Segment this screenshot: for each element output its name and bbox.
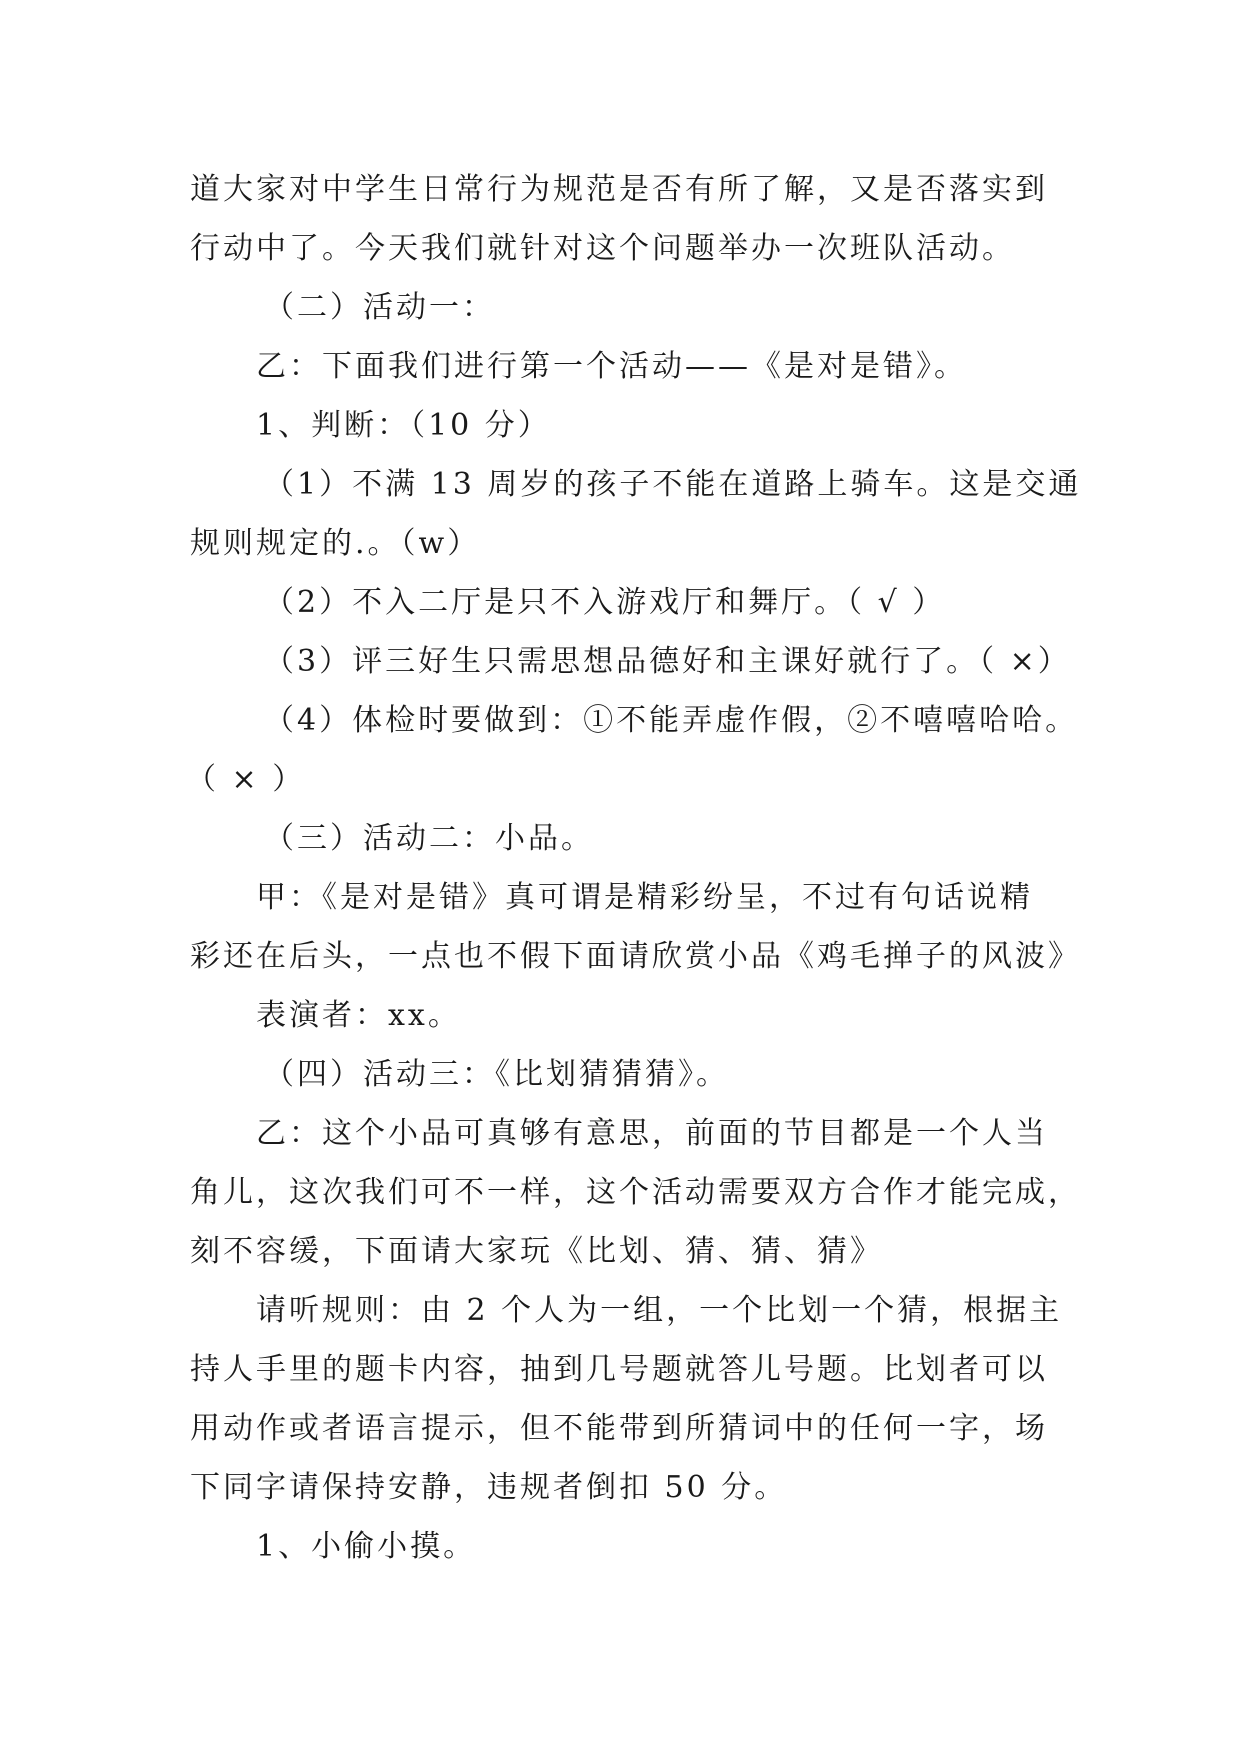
text-line: 甲：《是对是错》真可谓是精彩纷呈，不过有句话说精	[256, 880, 1033, 915]
text-line: 行动中了。今天我们就针对这个问题举办一次班队活动。	[190, 231, 1015, 266]
section-heading: （四）活动三：《比划猜猜猜》。	[264, 1057, 729, 1092]
text-line: （2）不入二厅是只不入游戏厅和舞厅。（ √ ）	[264, 585, 946, 620]
text-line: 角儿，这次我们可不一样，这个活动需要双方合作才能完成，	[190, 1175, 1081, 1210]
text-line: （4）体检时要做到：①不能弄虚作假，②不嘻嘻哈哈。	[264, 703, 1079, 738]
text-line: 1、判断：（10 分）	[256, 408, 551, 443]
text-line: 请听规则：由 2 个人为一组，一个比划一个猜，根据主	[256, 1293, 1063, 1328]
text-line: （ × ）	[186, 762, 306, 797]
section-heading: （三）活动二：小品。	[264, 821, 594, 856]
text-line: 乙：下面我们进行第一个活动——《是对是错》。	[256, 349, 967, 384]
section-heading: （二）活动一：	[264, 290, 495, 325]
text-line: 刻不容缓，下面请大家玩《比划、猜、猜、猜》	[190, 1234, 883, 1269]
text-line: （3）评三好生只需思想品德好和主课好就行了。（ ×）	[264, 644, 1071, 679]
text-line: 1、小偷小摸。	[256, 1529, 477, 1564]
text-line: 乙：这个小品可真够有意思，前面的节目都是一个人当	[256, 1116, 1048, 1151]
text-line: 道大家对中学生日常行为规范是否有所了解，又是否落实到	[190, 172, 1048, 207]
text-line: 下同字请保持安静，违规者倒扣 50 分。	[190, 1470, 788, 1505]
text-line: 持人手里的题卡内容，抽到几号题就答儿号题。比划者可以	[190, 1352, 1048, 1387]
text-line: 用动作或者语言提示，但不能带到所猜词中的任何一字，场	[190, 1411, 1048, 1446]
text-line: 表演者：xx。	[256, 998, 461, 1033]
text-line: （1）不满 13 周岁的孩子不能在道路上骑车。这是交通	[264, 467, 1082, 502]
text-line: 规则规定的.。（w）	[190, 526, 481, 561]
document-body	[186, 160, 1090, 1576]
text-line: 彩还在后头，一点也不假下面请欣赏小品《鸡毛掸子的风波》	[190, 939, 1081, 974]
